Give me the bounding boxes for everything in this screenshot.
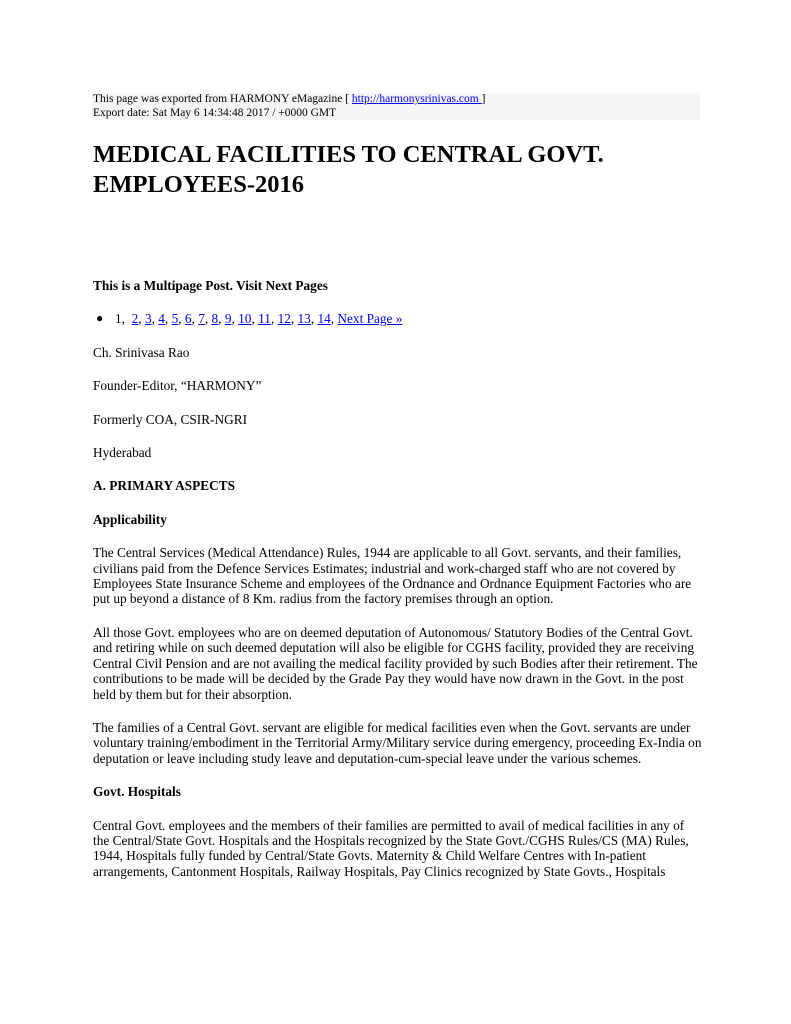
page-link-14[interactable]: 14	[317, 311, 331, 327]
author-city: Hyderabad	[93, 445, 152, 461]
subheading-hospitals: Govt. Hospitals	[93, 784, 181, 800]
section-heading-primary: A. PRIMARY ASPECTS	[93, 478, 235, 494]
export-date: Export date: Sat May 6 14:34:48 2017 / +0000 GMT	[93, 106, 337, 119]
author-role: Founder-Editor, “HARMONY”	[93, 378, 262, 394]
page-link-10[interactable]: 10	[238, 311, 252, 327]
pagination	[93, 311, 703, 326]
bullet-icon: ●	[96, 311, 104, 326]
page-link-11[interactable]: 11	[258, 311, 271, 327]
page-link-2[interactable]: 2	[131, 311, 139, 327]
page-link-12[interactable]: 12	[277, 311, 291, 327]
multipage-note: This is a Multipage Post. Visit Next Pages	[93, 278, 328, 293]
next-page-link[interactable]: Next Page »	[337, 311, 403, 327]
export-info-bar	[92, 93, 700, 120]
page-link-3[interactable]: 3	[144, 311, 152, 327]
paragraph-applicability-2: All those Govt. employees who are on deemed deputation of Autonomous/ Statutory Bodies of the Central Govt. and retiring while on such deemed deputation will also be eligible for CGHS facility, provided they are receiving Central Civil Pension and are not availing the medical facility provided by such Bodies after their retirement. The contributions to be made will be decided by the Grade Pay they would have now drawn in the Govt. in the post held by them but for their absorption.	[93, 624, 698, 702]
author-formerly: Formerly COA, CSIR-NGRI	[93, 411, 248, 427]
page-link-13[interactable]: 13	[297, 311, 311, 327]
page-link-8[interactable]: 8	[211, 311, 219, 327]
paragraph-hospitals-1: Central Govt. employees and the members of their families are permitted to avail of medical facilities in any of the Central/State Govt. Hospitals and the Hospitals recognized by the State Govt./CGHS Rules/CS (MA) Rules, 1944, Hospitals fully funded by Central/State Govts. Maternity & Child Welfare Centres with In-patient arrangements, Cantonment Hospitals, Railway Hospitals, Pay Clinics recognized by State Govts., Hospitals	[93, 817, 689, 879]
export-source-text: This page was exported from HARMONY eMagazine [	[93, 93, 352, 105]
site-link[interactable]: http://harmonysrinivas.com	[351, 93, 482, 105]
export-source-line	[93, 93, 700, 107]
page-link-4[interactable]: 4	[158, 311, 165, 327]
page-title: MEDICAL FACILITIES TO CENTRAL GOVT. EMPLOYEES-2016	[93, 141, 604, 198]
subheading-applicability: Applicability	[93, 511, 167, 527]
export-source-suffix: ]	[481, 93, 486, 105]
paragraph-applicability-3: The families of a Central Govt. servant are eligible for medical facilities even when the Govt. servants are under voluntary training/embodiment in the Territorial Army/Military service during emergency, proceeding Ex-India on deputation or leave including study leave and deputation-cum-special leave under the various schemes.	[93, 719, 702, 766]
pagination-list: ● 1, 2, 3, 4, 5, 6, 7, 8, 9, 10, 11, 12, 13, 14, Next Page »	[96, 311, 403, 327]
page-link-9[interactable]: 9	[224, 311, 232, 327]
author-name: Ch. Srinivasa Rao	[93, 344, 190, 360]
paragraph-applicability-1: The Central Services (Medical Attendance) Rules, 1944 are applicable to all Govt. servants, and their families, civilians paid from the Defence Services Estimates; industrial and work-charged staff who are not covered by Employees State Insurance Scheme and employees of the Ordnance and Ordnance Equipment Factories who are put up beyond a distance of 8 Km. radius from the factory premises through an option.	[93, 545, 692, 607]
page-link-7[interactable]: 7	[198, 311, 205, 327]
article-body	[93, 278, 703, 897]
current-page: 1	[115, 311, 122, 327]
page-link-6[interactable]: 6	[184, 311, 192, 327]
page-link-5[interactable]: 5	[171, 311, 179, 327]
